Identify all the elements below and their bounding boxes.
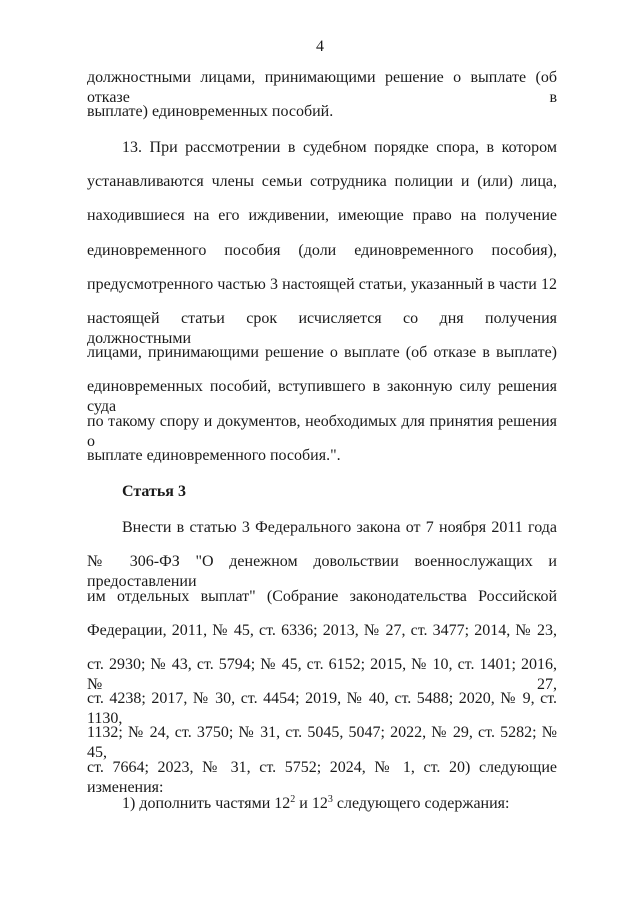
- text-line: Федерации, 2011, № 45, ст. 6336; 2013, № 27, ст. 3477; 2014, № 23,: [87, 622, 557, 639]
- text-line: по такому спору и документов, необходимых для принятия решения о: [87, 413, 557, 450]
- text-line: должностными лицами, принимающими решение о выплате (об отказе в: [87, 69, 557, 106]
- item-1-mid: и 12: [295, 795, 328, 812]
- text-line: единовременных пособий, вступившего в законную силу решения суда: [87, 378, 557, 415]
- text-line: лицами, принимающими решение о выплате (об отказе в выплате): [87, 344, 557, 361]
- text-line: настоящей статьи срок исчисляется со дня получения должностными: [87, 310, 557, 347]
- text-line: находившиеся на его иждивении, имеющие право на получение: [87, 207, 557, 224]
- superscript: 2: [290, 794, 296, 805]
- text-line: ст. 2930; № 43, ст. 5794; № 45, ст. 6152; 2015, № 10, ст. 1401; 2016, № 27,: [87, 656, 557, 693]
- text-line: № 306-ФЗ "О денежном довольствии военнослужащих и предоставлении: [87, 553, 557, 590]
- superscript: 3: [327, 794, 333, 805]
- text-line: предусмотренного частью 3 настоящей статьи, указанный в части 12: [87, 276, 557, 293]
- text-line: 1132; № 24, ст. 3750; № 31, ст. 5045, 5047; 2022, № 29, ст. 5282; № 45,: [87, 724, 557, 761]
- item-1-line: [122, 794, 592, 814]
- text-line: 13. При рассмотрении в судебном порядке спора, в котором: [122, 139, 557, 156]
- text-line: им отдельных выплат" (Собрание законодательства Российской: [87, 588, 557, 605]
- text-line: единовременного пособия (доли единовременного пособия),: [87, 242, 557, 259]
- text-line: выплате) единовременных пособий.: [87, 103, 334, 120]
- text-line: ст. 7664; 2023, № 31, ст. 5752; 2024, № 1, ст. 20) следующие изменения:: [87, 759, 557, 796]
- item-1-suffix: следующего содержания:: [332, 795, 510, 812]
- text-line: устанавливаются члены семьи сотрудника полиции и (или) лица,: [87, 173, 557, 190]
- text-line: ст. 4238; 2017, № 30, ст. 4454; 2019, № 40, ст. 5488; 2020, № 9, ст. 1130,: [87, 690, 557, 727]
- text-line: выплате единовременного пособия.".: [87, 447, 341, 464]
- page-number: 4: [316, 38, 324, 55]
- item-1-prefix: 1) дополнить частями 12: [122, 795, 291, 812]
- article-heading: Статья 3: [122, 483, 186, 500]
- text-line: Внести в статью 3 Федерального закона от 7 ноября 2011 года: [122, 519, 557, 536]
